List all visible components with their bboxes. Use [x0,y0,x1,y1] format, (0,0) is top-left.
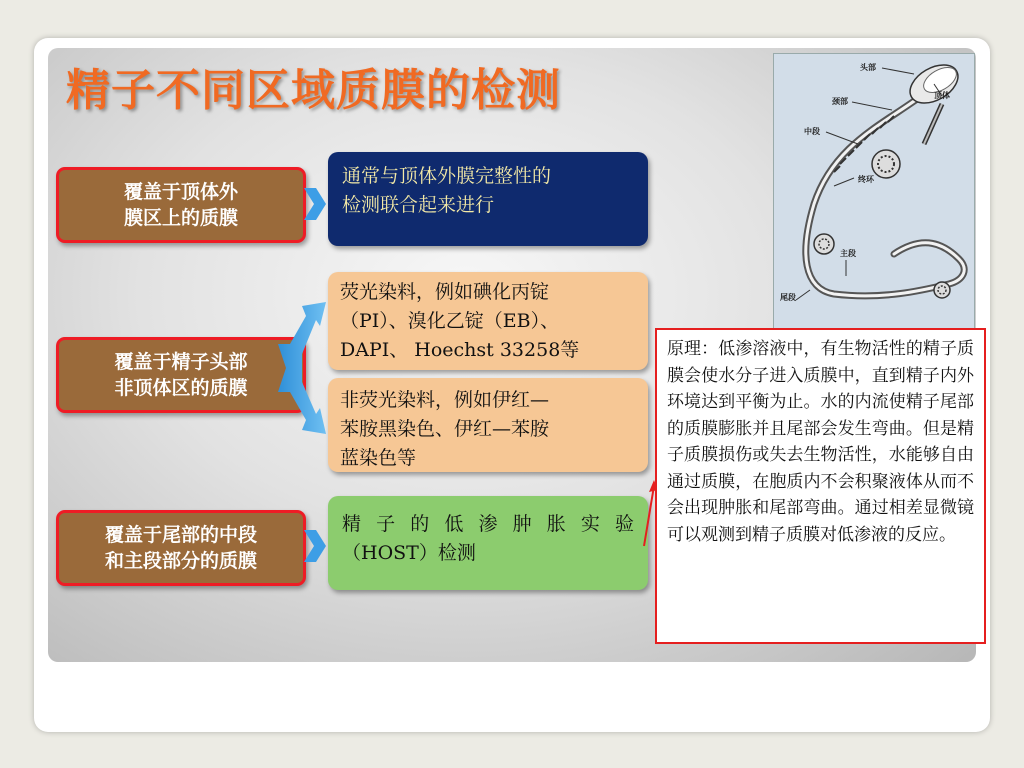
chevron-right-icon [302,186,328,222]
method-text-line: DAPI、 Hoechst 33258等 [340,339,580,361]
diagram-label-acrosome: 顶体 [934,91,950,100]
method-text-line: （PI）、溴化乙锭（EB）、 [340,310,560,332]
sperm-structure-diagram [773,53,975,331]
region-tail-membrane [56,510,306,586]
region-label-line: 覆盖于顶体外 [123,181,238,203]
diagram-label-midpiece: 中段 [804,127,820,136]
region-label-line: 覆盖于尾部的中段 [104,524,257,546]
region-head-membrane [56,337,306,413]
diagram-label-annulus: 终环 [858,175,874,184]
diagram-label-principal: 主段 [840,249,856,258]
region-acrosome-membrane [56,167,306,243]
diagram-label-head: 头部 [860,63,876,72]
method-text-line: 非荧光染料，例如伊红— [340,389,550,411]
method-box-nonfluorescent-dye [328,378,648,472]
method-box-fluorescent-dye [328,272,648,370]
method-text-line: 苯胺黑染色、伊红—苯胺 [340,418,550,440]
method-text-line: 通常与顶体外膜完整性的 [342,165,552,187]
method-text-line: 精子的低渗肿胀实验 [342,513,634,535]
slide-title: 精子不同区域质膜的检测 [66,65,561,116]
diagram-label-endpiece: 尾段 [780,293,796,302]
chevron-right-icon [302,528,328,564]
region-label-line: 膜区上的质膜 [123,207,238,229]
method-text-line: 蓝染色等 [340,447,417,469]
method-text-line: 荧光染料，例如碘化丙锭 [340,281,550,303]
region-label-line: 覆盖于精子头部 [114,351,248,373]
method-box-acrosome [328,152,648,246]
method-text-line: 检测联合起来进行 [342,194,495,216]
sperm-illustration [774,54,974,330]
principle-callout: 原理：低渗溶液中，有生物活性的精子质膜会使水分子进入质膜中，直到精子内外环境达到平衡为止。水的内流使精子尾部的质膜膨胀并且尾部会发生弯曲。但是精子质膜损伤或失去生物活性，水能够自由通过质膜，在胞质内不会积聚液体从而不会出现肿胀和尾部弯曲。通过相差显微镜可以观测到精子质膜对低渗液的反应。 [655,328,986,644]
method-text-line: （HOST）检测 [342,542,476,564]
region-label-line: 和主段部分的质膜 [104,550,257,572]
region-label-line: 非顶体区的质膜 [114,377,248,399]
fork-arrow-icon [276,296,328,442]
method-box-host [328,496,648,590]
diagram-label-neck: 颈部 [832,97,848,106]
